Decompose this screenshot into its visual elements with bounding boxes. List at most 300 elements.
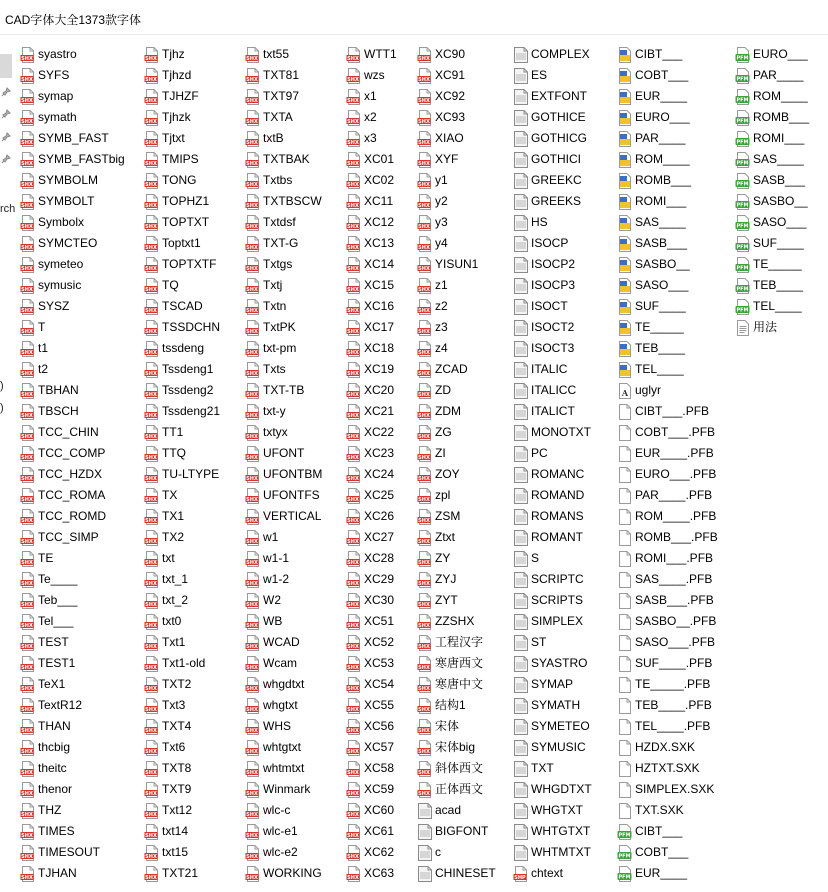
- file-item[interactable]: [144, 402, 220, 421]
- file-item[interactable]: [346, 591, 394, 610]
- file-item[interactable]: [346, 381, 394, 400]
- file-item[interactable]: [245, 591, 281, 610]
- file-item[interactable]: [513, 654, 587, 673]
- file-item[interactable]: [144, 234, 201, 253]
- file-item[interactable]: [346, 822, 394, 841]
- file-item[interactable]: [617, 465, 716, 484]
- file-item[interactable]: [617, 108, 690, 127]
- file-item[interactable]: [346, 738, 394, 757]
- file-item[interactable]: [346, 150, 394, 169]
- file-item[interactable]: [417, 486, 450, 505]
- file-item[interactable]: [20, 633, 69, 652]
- file-item[interactable]: [617, 339, 685, 358]
- file-item[interactable]: [144, 675, 191, 694]
- file-item[interactable]: [417, 87, 465, 106]
- file-item[interactable]: [245, 717, 291, 736]
- file-item[interactable]: [20, 759, 67, 778]
- file-item[interactable]: [20, 549, 53, 568]
- file-item[interactable]: [513, 738, 586, 757]
- file-item[interactable]: [346, 696, 394, 715]
- file-item[interactable]: [245, 780, 310, 799]
- file-item[interactable]: [513, 486, 584, 505]
- file-item[interactable]: [513, 801, 583, 820]
- file-item[interactable]: [513, 864, 563, 883]
- file-item[interactable]: [20, 612, 73, 631]
- file-item[interactable]: [245, 318, 296, 337]
- file-item[interactable]: [20, 507, 106, 526]
- file-item[interactable]: [245, 675, 304, 694]
- file-item[interactable]: [346, 654, 394, 673]
- file-item[interactable]: [617, 129, 685, 148]
- file-item[interactable]: [617, 171, 691, 190]
- file-item[interactable]: [417, 801, 461, 820]
- file-item[interactable]: [144, 738, 185, 757]
- file-item[interactable]: [346, 213, 394, 232]
- file-item[interactable]: [245, 234, 298, 253]
- file-item[interactable]: [617, 318, 684, 337]
- file-item[interactable]: [513, 675, 573, 694]
- file-item[interactable]: [617, 591, 714, 610]
- file-item[interactable]: [20, 444, 105, 463]
- file-item[interactable]: [346, 864, 394, 883]
- file-item[interactable]: [513, 423, 591, 442]
- file-item[interactable]: [346, 675, 394, 694]
- file-item[interactable]: [245, 801, 290, 820]
- file-item[interactable]: [20, 528, 99, 547]
- file-item[interactable]: [245, 654, 297, 673]
- file-item[interactable]: [144, 633, 185, 652]
- file-item[interactable]: [144, 108, 191, 127]
- file-item[interactable]: [513, 66, 547, 85]
- file-item[interactable]: [346, 45, 397, 64]
- file-item[interactable]: [735, 192, 808, 211]
- file-item[interactable]: [20, 780, 72, 799]
- file-item[interactable]: [20, 381, 79, 400]
- file-item[interactable]: [245, 360, 286, 379]
- file-item[interactable]: [735, 150, 804, 169]
- file-item[interactable]: [417, 759, 483, 778]
- file-item[interactable]: [617, 213, 686, 232]
- file-item[interactable]: [617, 801, 684, 820]
- file-item[interactable]: [513, 633, 546, 652]
- file-item[interactable]: [245, 570, 289, 589]
- file-item[interactable]: [144, 528, 184, 547]
- file-item[interactable]: [144, 213, 209, 232]
- file-item[interactable]: [245, 507, 321, 526]
- file-item[interactable]: [245, 45, 289, 64]
- file-item[interactable]: [513, 129, 587, 148]
- file-item[interactable]: [417, 654, 483, 673]
- file-item[interactable]: [20, 339, 48, 358]
- file-item[interactable]: [513, 402, 575, 421]
- file-item[interactable]: [245, 633, 300, 652]
- file-item[interactable]: [417, 318, 448, 337]
- file-item[interactable]: [144, 276, 179, 295]
- file-item[interactable]: [513, 234, 568, 253]
- file-item[interactable]: [617, 549, 713, 568]
- file-item[interactable]: [513, 192, 581, 211]
- file-item[interactable]: [513, 318, 574, 337]
- file-item[interactable]: [346, 570, 394, 589]
- file-item[interactable]: [617, 150, 690, 169]
- file-item[interactable]: [617, 45, 682, 64]
- file-item[interactable]: [513, 45, 590, 64]
- file-item[interactable]: [144, 360, 213, 379]
- file-item[interactable]: [617, 654, 712, 673]
- file-item[interactable]: [417, 591, 458, 610]
- file-item[interactable]: [417, 66, 465, 85]
- file-item[interactable]: [20, 591, 77, 610]
- file-item[interactable]: [346, 423, 394, 442]
- file-item[interactable]: [144, 87, 199, 106]
- file-item[interactable]: [617, 444, 714, 463]
- file-item[interactable]: [346, 360, 394, 379]
- nav-label-fragment[interactable]: ): [0, 402, 4, 414]
- file-item[interactable]: [20, 717, 71, 736]
- file-item[interactable]: [735, 66, 803, 85]
- file-item[interactable]: [513, 612, 583, 631]
- file-item[interactable]: [20, 129, 109, 148]
- file-item[interactable]: [144, 486, 177, 505]
- file-item[interactable]: [417, 465, 460, 484]
- file-item[interactable]: [513, 759, 554, 778]
- file-item[interactable]: [617, 255, 690, 274]
- file-item[interactable]: [144, 864, 198, 883]
- file-item[interactable]: [144, 780, 191, 799]
- file-item[interactable]: [245, 864, 322, 883]
- file-item[interactable]: [346, 66, 385, 85]
- file-item[interactable]: [513, 822, 590, 841]
- file-item[interactable]: [245, 822, 298, 841]
- file-item[interactable]: [346, 255, 394, 274]
- file-item[interactable]: [144, 45, 185, 64]
- file-item[interactable]: [20, 45, 77, 64]
- file-item[interactable]: [144, 465, 219, 484]
- file-item[interactable]: [245, 171, 292, 190]
- file-item[interactable]: [735, 45, 808, 64]
- file-item[interactable]: [417, 675, 483, 694]
- file-item[interactable]: [346, 801, 394, 820]
- file-item[interactable]: [245, 297, 286, 316]
- file-item[interactable]: [245, 696, 298, 715]
- file-item[interactable]: [144, 444, 186, 463]
- file-item[interactable]: [144, 549, 175, 568]
- file-item[interactable]: [735, 318, 777, 337]
- file-item[interactable]: [245, 213, 296, 232]
- file-item[interactable]: [417, 633, 483, 652]
- file-item[interactable]: [20, 234, 97, 253]
- file-item[interactable]: [346, 318, 394, 337]
- pin-icon[interactable]: [1, 109, 11, 119]
- file-item[interactable]: [417, 171, 448, 190]
- file-item[interactable]: [20, 486, 105, 505]
- file-item[interactable]: [617, 570, 712, 589]
- file-item[interactable]: [20, 465, 102, 484]
- file-item[interactable]: [346, 633, 394, 652]
- file-item[interactable]: [617, 507, 716, 526]
- file-item[interactable]: [617, 360, 684, 379]
- file-item[interactable]: [245, 843, 298, 862]
- file-item[interactable]: [245, 129, 284, 148]
- file-item[interactable]: [20, 171, 98, 190]
- file-item[interactable]: [617, 822, 682, 841]
- file-item[interactable]: [735, 297, 802, 316]
- file-item[interactable]: [245, 276, 282, 295]
- file-item[interactable]: [346, 87, 377, 106]
- file-item[interactable]: [346, 843, 394, 862]
- file-item[interactable]: [245, 339, 296, 358]
- file-item[interactable]: [20, 297, 69, 316]
- file-item[interactable]: [245, 738, 301, 757]
- file-item[interactable]: [513, 108, 586, 127]
- file-item[interactable]: [245, 255, 292, 274]
- file-item[interactable]: [144, 297, 203, 316]
- file-item[interactable]: [144, 318, 220, 337]
- file-item[interactable]: [20, 108, 77, 127]
- file-item[interactable]: [245, 444, 304, 463]
- file-item[interactable]: [144, 192, 209, 211]
- file-item[interactable]: [20, 570, 77, 589]
- file-item[interactable]: [417, 423, 452, 442]
- file-item[interactable]: [346, 297, 394, 316]
- file-item[interactable]: [346, 528, 394, 547]
- file-item[interactable]: [513, 465, 584, 484]
- file-item[interactable]: [245, 381, 304, 400]
- file-item[interactable]: [245, 402, 286, 421]
- file-item[interactable]: [144, 129, 185, 148]
- file-item[interactable]: [245, 612, 282, 631]
- file-item[interactable]: [513, 696, 580, 715]
- file-item[interactable]: [346, 339, 394, 358]
- file-item[interactable]: [346, 129, 377, 148]
- file-item[interactable]: [617, 192, 686, 211]
- file-item[interactable]: [346, 612, 394, 631]
- file-item[interactable]: [513, 717, 590, 736]
- file-item[interactable]: [144, 612, 181, 631]
- file-item[interactable]: [245, 87, 299, 106]
- file-item[interactable]: [144, 255, 216, 274]
- file-item[interactable]: [144, 717, 191, 736]
- file-item[interactable]: [417, 192, 448, 211]
- file-item[interactable]: [245, 150, 310, 169]
- file-item[interactable]: [513, 591, 583, 610]
- file-item[interactable]: [144, 696, 185, 715]
- nav-selected-item[interactable]: [0, 54, 12, 78]
- file-item[interactable]: [20, 801, 61, 820]
- file-item[interactable]: [144, 423, 183, 442]
- file-item[interactable]: [513, 339, 574, 358]
- file-item[interactable]: [735, 171, 805, 190]
- file-item[interactable]: [617, 864, 687, 883]
- file-item[interactable]: [513, 150, 581, 169]
- file-item[interactable]: [245, 465, 322, 484]
- file-item[interactable]: [617, 297, 686, 316]
- file-item[interactable]: [513, 276, 575, 295]
- file-item[interactable]: [245, 528, 278, 547]
- file-item[interactable]: [617, 234, 687, 253]
- file-item[interactable]: [735, 87, 808, 106]
- file-item[interactable]: [417, 717, 459, 736]
- file-item[interactable]: [20, 843, 100, 862]
- file-item[interactable]: [346, 486, 394, 505]
- file-item[interactable]: [617, 717, 710, 736]
- file-item[interactable]: [245, 66, 299, 85]
- file-item[interactable]: [513, 549, 539, 568]
- file-item[interactable]: [346, 108, 377, 127]
- file-item[interactable]: [513, 843, 591, 862]
- file-item[interactable]: [144, 822, 188, 841]
- file-item[interactable]: [417, 129, 464, 148]
- file-item[interactable]: [346, 507, 394, 526]
- file-item[interactable]: [144, 654, 205, 673]
- file-item[interactable]: [20, 318, 45, 337]
- file-item[interactable]: [20, 276, 81, 295]
- file-item[interactable]: [617, 843, 688, 862]
- file-item[interactable]: [417, 738, 475, 757]
- file-item[interactable]: [735, 213, 806, 232]
- file-item[interactable]: [20, 423, 99, 442]
- file-item[interactable]: [20, 402, 79, 421]
- file-item[interactable]: [20, 213, 84, 232]
- file-item[interactable]: [144, 759, 191, 778]
- file-item[interactable]: [245, 423, 288, 442]
- file-item[interactable]: [144, 171, 196, 190]
- file-item[interactable]: [617, 423, 715, 442]
- pin-icon[interactable]: [1, 132, 11, 142]
- file-item[interactable]: [617, 66, 688, 85]
- file-item[interactable]: [144, 570, 188, 589]
- file-item[interactable]: [735, 234, 804, 253]
- file-item[interactable]: [513, 528, 583, 547]
- file-item[interactable]: [20, 654, 75, 673]
- file-item[interactable]: [617, 381, 661, 400]
- nav-label-fragment[interactable]: ): [0, 380, 4, 392]
- file-item[interactable]: [144, 66, 191, 85]
- file-item[interactable]: [735, 255, 802, 274]
- file-item[interactable]: [144, 339, 204, 358]
- file-item[interactable]: [417, 444, 446, 463]
- file-item[interactable]: [417, 255, 478, 274]
- file-item[interactable]: [144, 507, 184, 526]
- file-item[interactable]: [513, 570, 584, 589]
- file-item[interactable]: [735, 276, 803, 295]
- file-item[interactable]: [20, 822, 75, 841]
- file-item[interactable]: [245, 192, 322, 211]
- file-item[interactable]: [417, 402, 461, 421]
- file-item[interactable]: [513, 360, 567, 379]
- file-item[interactable]: [617, 612, 716, 631]
- file-item[interactable]: [513, 444, 548, 463]
- file-item[interactable]: [245, 759, 304, 778]
- file-item[interactable]: [513, 381, 576, 400]
- file-item[interactable]: [20, 87, 73, 106]
- file-item[interactable]: [144, 801, 192, 820]
- file-item[interactable]: [346, 717, 394, 736]
- file-item[interactable]: [617, 675, 710, 694]
- file-item[interactable]: [346, 444, 394, 463]
- file-item[interactable]: [513, 297, 568, 316]
- file-item[interactable]: [20, 696, 82, 715]
- file-item[interactable]: [513, 255, 575, 274]
- file-item[interactable]: [617, 276, 688, 295]
- file-item[interactable]: [346, 192, 393, 211]
- file-item[interactable]: [20, 150, 125, 169]
- file-item[interactable]: [346, 780, 394, 799]
- file-item[interactable]: [346, 402, 394, 421]
- file-item[interactable]: [417, 780, 483, 799]
- file-item[interactable]: [20, 360, 48, 379]
- file-item[interactable]: [617, 738, 695, 757]
- file-item[interactable]: [417, 213, 448, 232]
- file-item[interactable]: [346, 759, 394, 778]
- file-item[interactable]: [20, 192, 94, 211]
- file-item[interactable]: [144, 843, 188, 862]
- file-item[interactable]: [417, 360, 468, 379]
- file-item[interactable]: [735, 108, 809, 127]
- file-item[interactable]: [417, 150, 458, 169]
- file-item[interactable]: [417, 276, 448, 295]
- file-item[interactable]: [144, 591, 188, 610]
- file-item[interactable]: [245, 108, 293, 127]
- file-item[interactable]: [417, 843, 441, 862]
- file-item[interactable]: [20, 864, 77, 883]
- file-item[interactable]: [617, 402, 709, 421]
- file-item[interactable]: [513, 87, 587, 106]
- file-item[interactable]: [144, 381, 213, 400]
- file-item[interactable]: [346, 465, 394, 484]
- file-item[interactable]: [417, 696, 466, 715]
- file-item[interactable]: [20, 738, 70, 757]
- file-item[interactable]: [417, 297, 448, 316]
- file-item[interactable]: [417, 612, 474, 631]
- file-item[interactable]: [617, 633, 715, 652]
- file-item[interactable]: [144, 150, 199, 169]
- file-item[interactable]: [417, 528, 455, 547]
- file-item[interactable]: [417, 45, 465, 64]
- file-item[interactable]: [417, 570, 456, 589]
- file-item[interactable]: [617, 696, 712, 715]
- file-item[interactable]: [513, 507, 584, 526]
- file-item[interactable]: [20, 675, 65, 694]
- file-item[interactable]: [513, 171, 582, 190]
- pin-icon[interactable]: [1, 87, 11, 97]
- file-item[interactable]: [417, 822, 488, 841]
- file-item[interactable]: [513, 213, 548, 232]
- file-item[interactable]: [346, 276, 394, 295]
- pin-icon[interactable]: [1, 154, 11, 164]
- file-item[interactable]: [20, 255, 83, 274]
- file-item[interactable]: [417, 108, 465, 127]
- file-item[interactable]: [417, 507, 460, 526]
- file-item[interactable]: [346, 234, 394, 253]
- file-item[interactable]: [617, 87, 687, 106]
- nav-label-fragment[interactable]: rch: [0, 203, 16, 215]
- file-item[interactable]: [417, 381, 451, 400]
- file-item[interactable]: [735, 129, 804, 148]
- file-item[interactable]: [346, 549, 394, 568]
- file-item[interactable]: [417, 864, 496, 883]
- file-item[interactable]: [346, 171, 394, 190]
- file-item[interactable]: [417, 339, 448, 358]
- navigation-pane-edge[interactable]: [0, 35, 14, 892]
- file-item[interactable]: [617, 759, 700, 778]
- file-item[interactable]: [245, 549, 289, 568]
- file-item[interactable]: [417, 549, 450, 568]
- file-item[interactable]: [245, 486, 320, 505]
- file-item[interactable]: [20, 66, 69, 85]
- file-item[interactable]: [617, 486, 712, 505]
- file-item[interactable]: [617, 528, 718, 547]
